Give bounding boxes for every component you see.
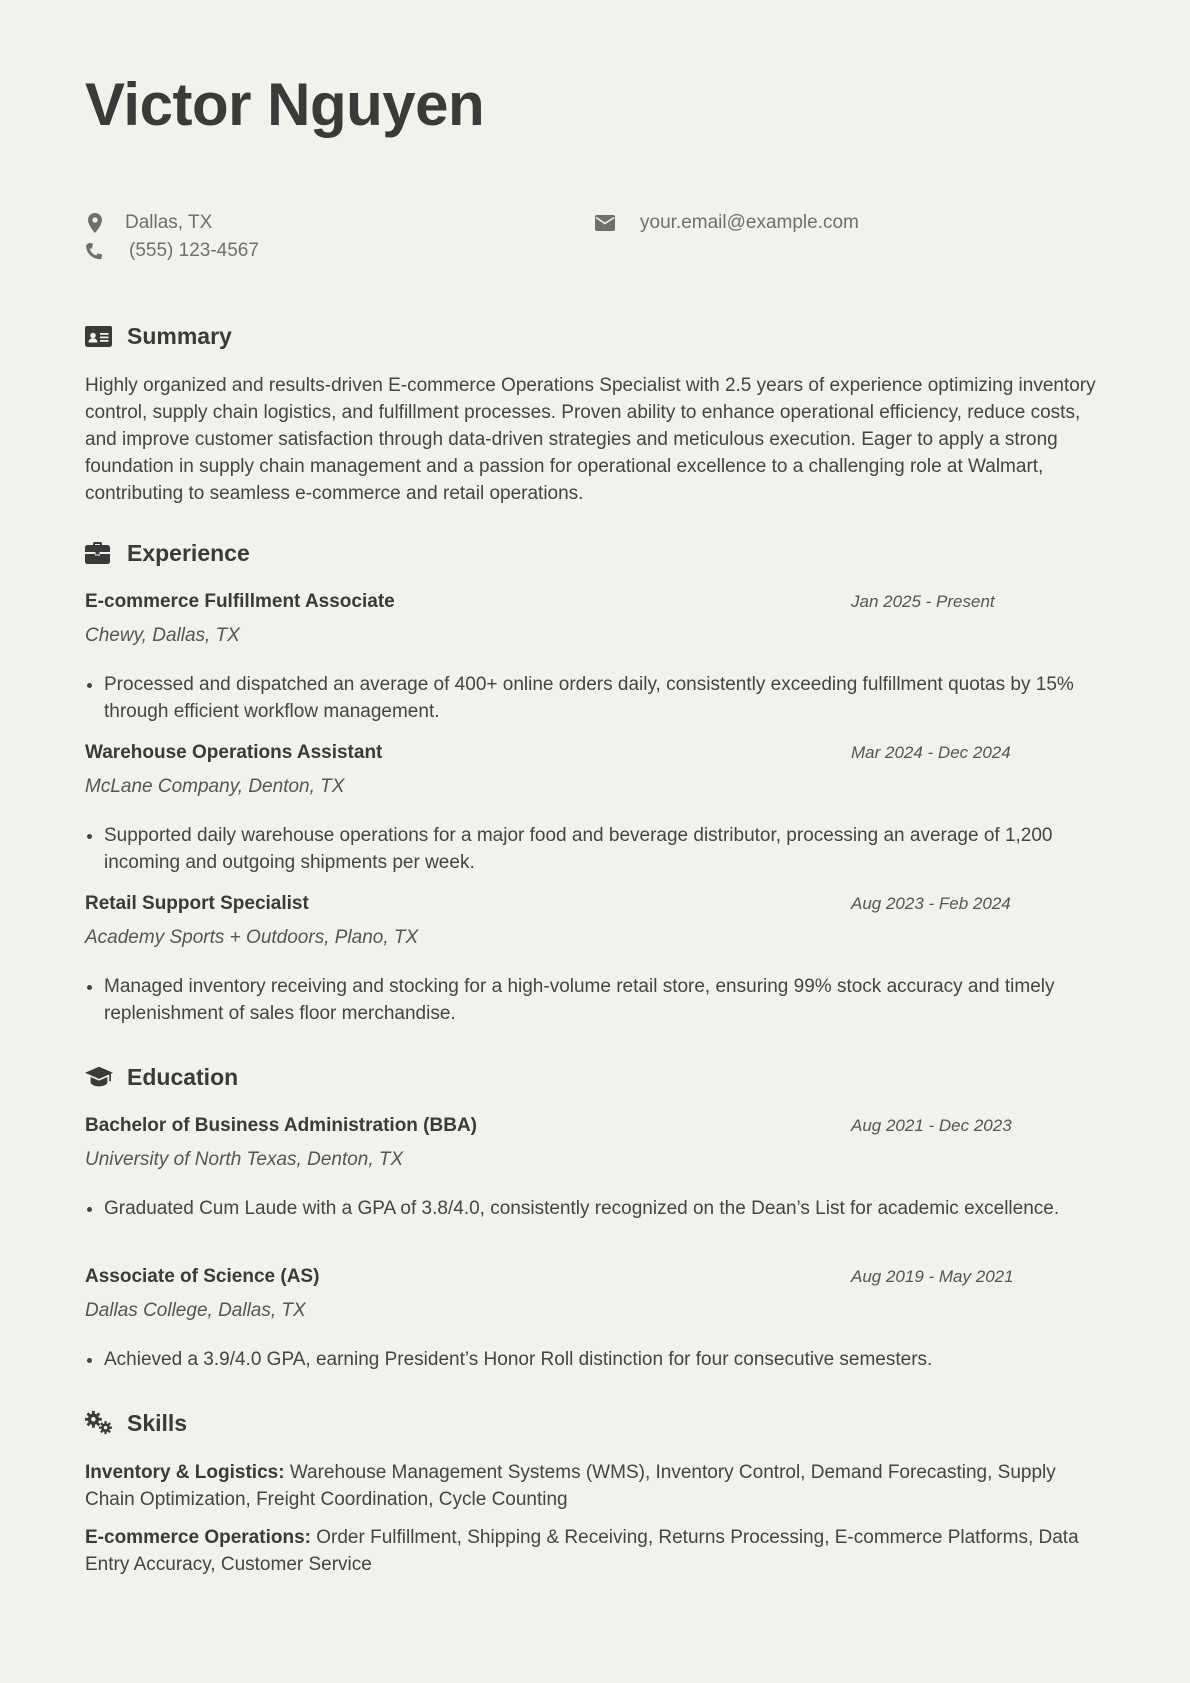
job-company: McLane Company, Denton, TX [85,776,345,797]
list-item: • Achieved a 3.9/4.0 GPA, earning President’s Honor Roll distinction for four consecutive semesters. [104,1346,1124,1373]
job-bullets [85,973,1124,1027]
summary-title: Summary [127,322,232,349]
job-dates: Jan 2025 - Present [851,592,995,611]
list-item: • Supported daily warehouse operations for a major food and beverage distributor, processing an average of 1,200 incoming and outgoing shipments per week. [104,822,1124,876]
gears-icon [85,1410,113,1436]
experience-title: Experience [127,539,250,566]
skill-group [85,1524,1105,1578]
job-dates: Aug 2023 - Feb 2024 [851,894,1011,913]
skill-group-values: Order Fulfillment, Shipping & Receiving, Returns Processing, E-commerce Platforms, Data Entry Accuracy, Customer Service [85,1527,1079,1575]
degree-dates: Aug 2021 - Dec 2023 [851,1116,1012,1135]
summary-text: Highly organized and results-driven E-commerce Operations Specialist with 2.5 years of experience optimizing inventory control, supply chain logistics, and fulfillment processes. Proven ability to enhance operational efficiency, reduce costs, and improve customer satisfaction through data-driven strategies and meticulous execution. Eager to apply a strong foundation in supply chain management and a passion for operational excellence to a challenging role at Walmart, contributing to seamless e-commerce and retail operations. [85,375,1096,504]
degree-school: University of North Texas, Denton, TX [85,1149,404,1170]
degree-title: Bachelor of Business Administration (BBA) [85,1115,478,1136]
degree-bullets [85,1346,1124,1373]
contact-phone [85,238,259,264]
skills-heading [85,1408,187,1438]
experience-heading [85,538,250,568]
location-text: Dallas, TX [125,212,213,233]
job-dates: Mar 2024 - Dec 2024 [851,743,1011,762]
job-title: Retail Support Specialist [85,893,309,914]
job-title: E-commerce Fulfillment Associate [85,591,395,612]
graduation-cap-icon [85,1064,113,1090]
degree-bullets [85,1195,1124,1222]
candidate-name: Victor Nguyen [85,71,485,138]
skills-title: Skills [127,1409,188,1436]
job-title: Warehouse Operations Assistant [85,742,383,763]
map-marker-icon [85,212,105,234]
list-item: • Graduated Cum Laude with a GPA of 3.8/4.0, consistently recognized on the Dean’s List for academic excellence. [104,1195,1124,1222]
summary-heading [85,321,232,351]
job-bullets [85,822,1124,876]
email-text: your.email@example.com [640,212,859,233]
contact-email [595,210,859,236]
degree-school: Dallas College, Dallas, TX [85,1300,306,1321]
phone-text: (555) 123-4567 [129,240,259,261]
envelope-icon [595,212,615,234]
degree-dates: Aug 2019 - May 2021 [851,1267,1014,1286]
job-bullets [85,671,1124,725]
id-card-icon [85,323,113,349]
skill-group-name: Inventory & Logistics: [85,1462,285,1483]
contact-location [85,210,212,236]
job-company: Academy Sports + Outdoors, Plano, TX [85,927,419,948]
skill-group-values: Warehouse Management Systems (WMS), Inventory Control, Demand Forecasting, Supply Chain Optimization, Freight Coordination, Cycle Counting [85,1462,1056,1510]
phone-icon [85,240,105,262]
skill-group [85,1459,1105,1513]
education-title: Education [127,1063,239,1090]
job-company: Chewy, Dallas, TX [85,625,240,646]
degree-title: Associate of Science (AS) [85,1266,320,1287]
education-heading [85,1062,238,1092]
list-item: • Managed inventory receiving and stocking for a high-volume retail store, ensuring 99% stock accuracy and timely replenishment of sales floor merchandise. [104,973,1124,1027]
briefcase-icon [85,540,113,566]
skill-group-name: E-commerce Operations: [85,1527,311,1548]
list-item: • Processed and dispatched an average of 400+ online orders daily, consistently exceeding fulfillment quotas by 15% through efficient workflow management. [104,671,1124,725]
